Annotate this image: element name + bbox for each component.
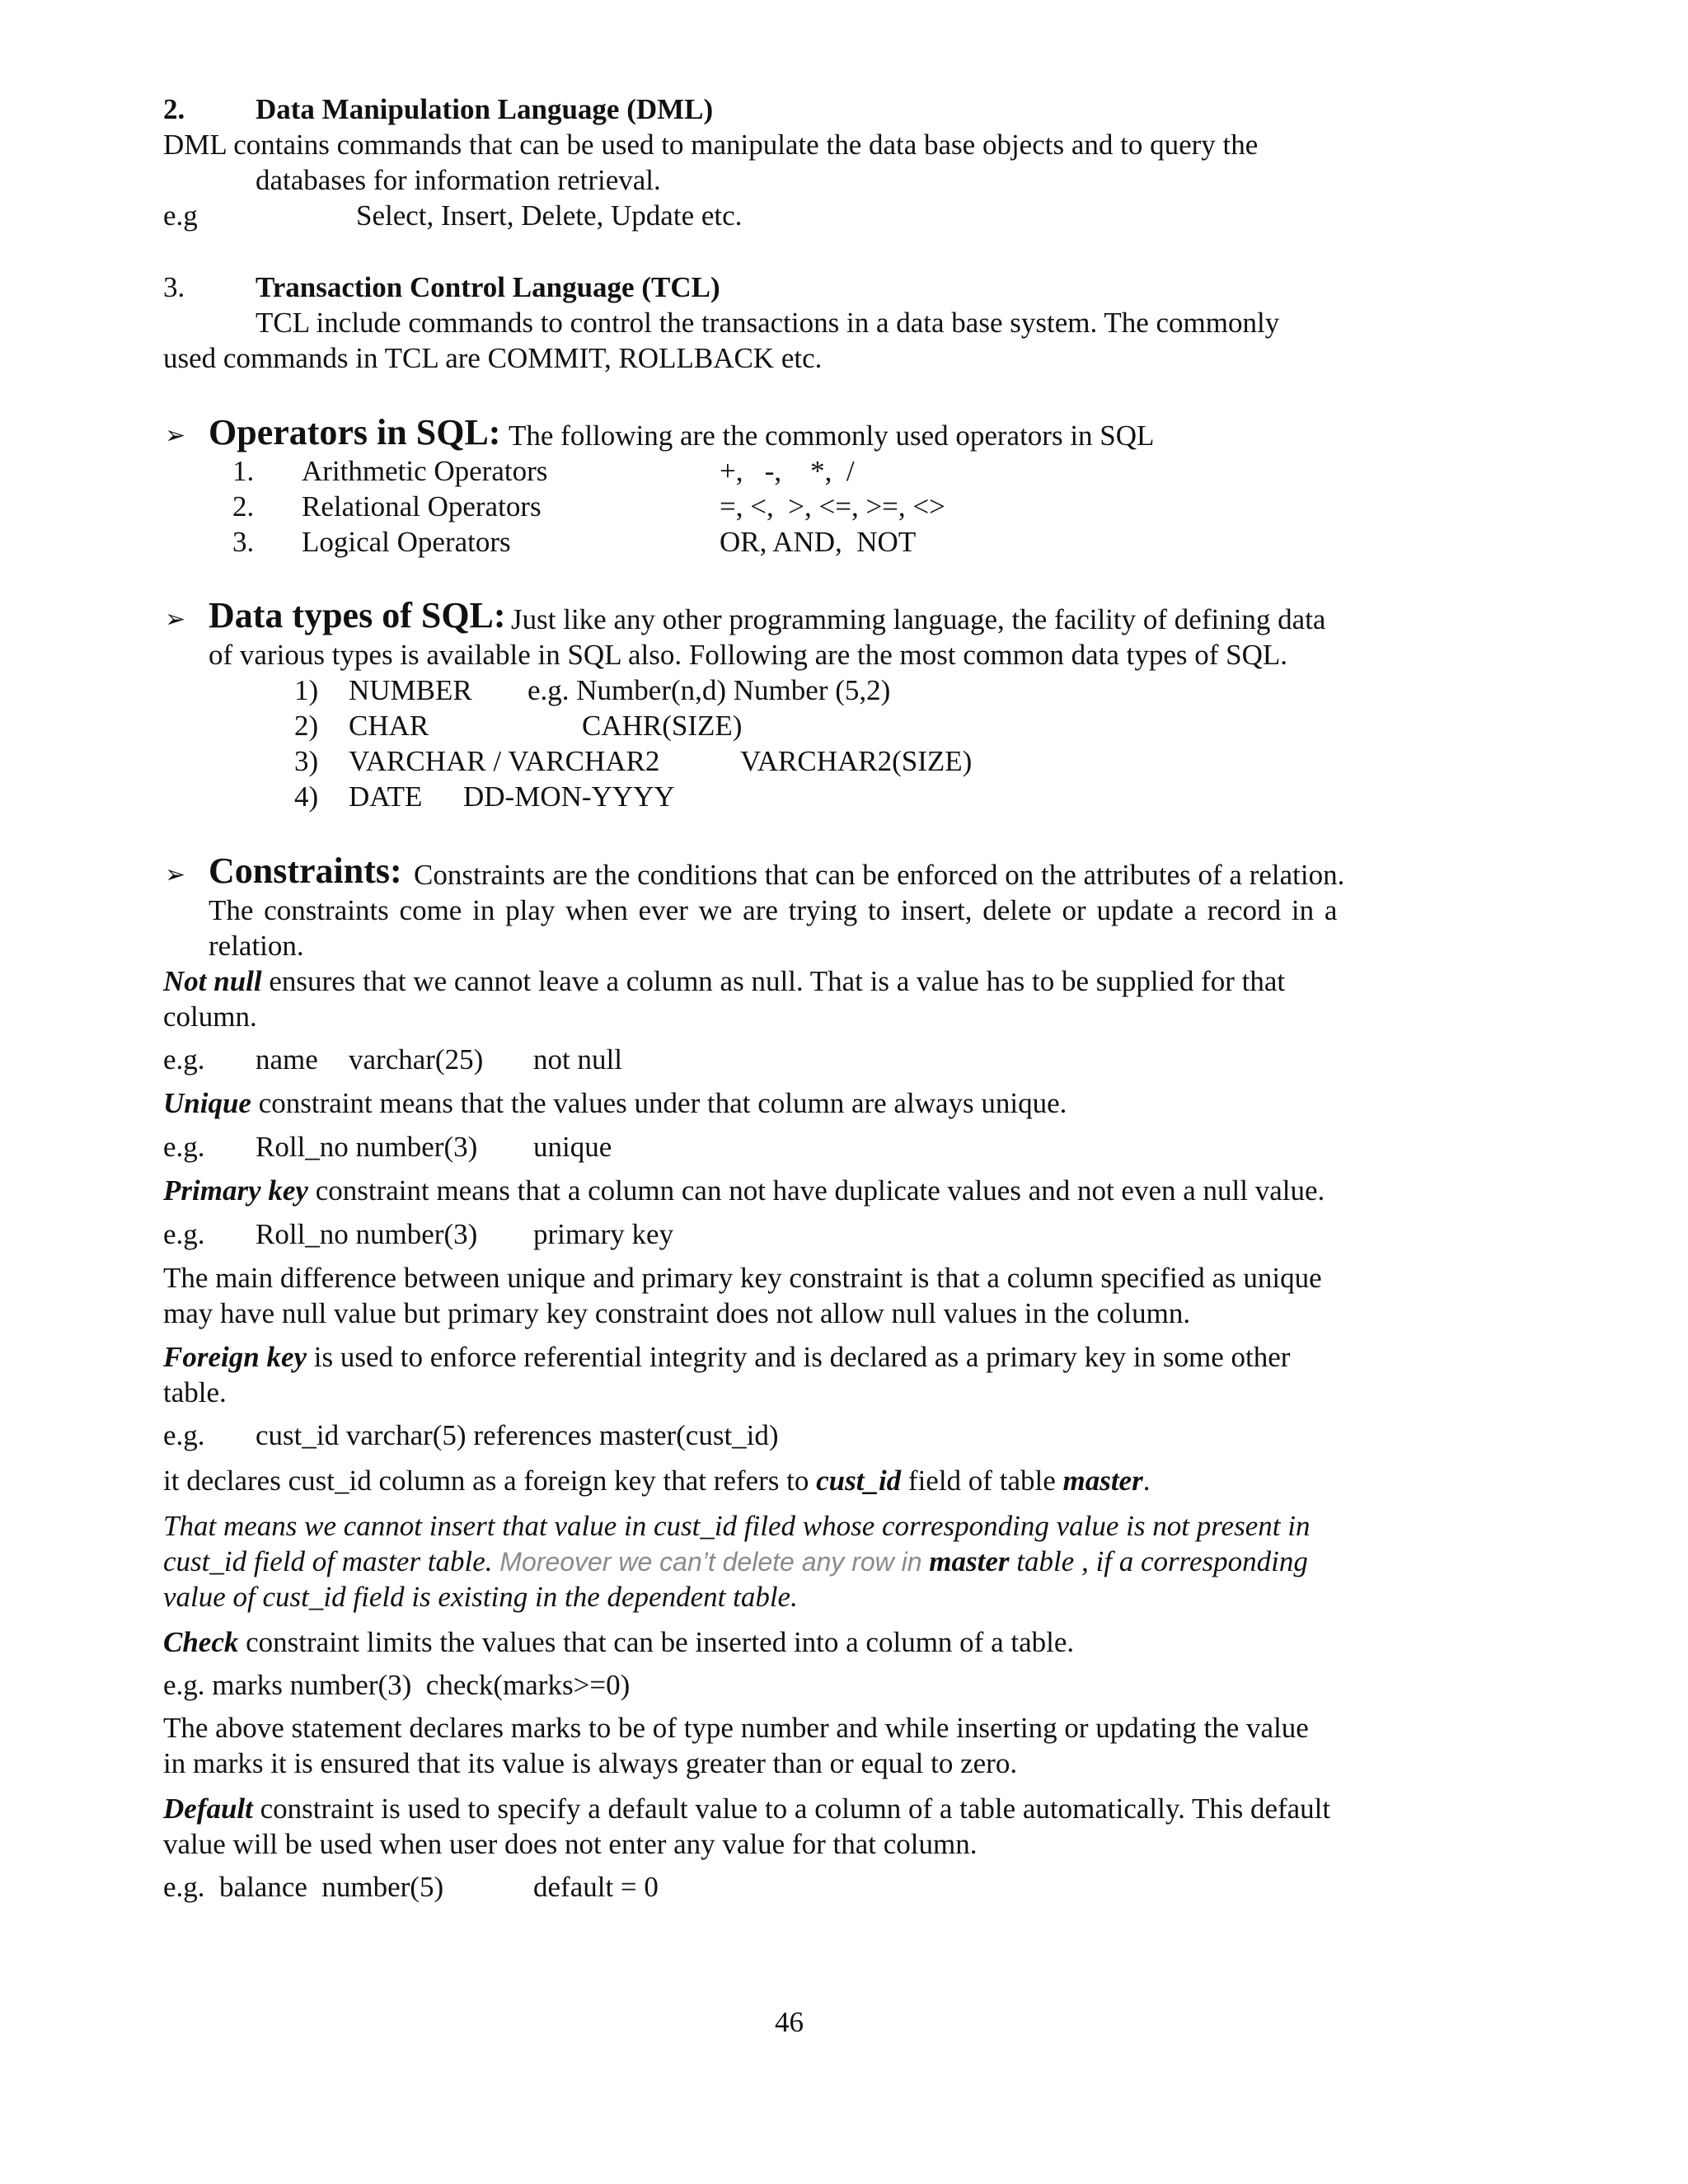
fk-text: is used to enforce referential integrity and is declared as a primary key in some other [313, 1341, 1291, 1373]
check-line2: in marks it is ensured that its value is always greater than or equal to zero. [163, 1747, 1018, 1779]
notnull-eg-column: name [256, 1043, 318, 1076]
dml-text-line1: DML contains commands that can be used to manipulate the data base objects and to query the [163, 129, 1259, 161]
datatype-item-example: e.g. Number(n,d) Number (5,2) [528, 674, 891, 706]
operators-title: Operators in SQL: [209, 412, 501, 452]
fk-declaration [163, 1464, 1150, 1498]
default-text-line2: value will be used when user does not enter any value for that column. [163, 1828, 978, 1860]
notnull-text-line2: column. [163, 1001, 257, 1033]
dml-examples: Select, Insert, Delete, Update etc. [356, 199, 743, 232]
page-number: 46 [775, 2006, 804, 2038]
operator-item-name: Arithmetic Operators [302, 455, 548, 487]
datatype-item-name: DATE [349, 780, 423, 813]
datatypes-title: Data types of SQL: [209, 595, 506, 635]
check-text: constraint limits the values that can be inserted into a column of a table. [246, 1626, 1075, 1658]
difference-line2: may have null value but primary key constraint does not allow null values in the column. [163, 1297, 1191, 1329]
notnull-eg-constraint: not null [533, 1043, 622, 1076]
datatype-item-num: 4) [294, 780, 319, 813]
operator-item-num: 1. [232, 455, 255, 487]
datatype-item-name: CHAR [349, 710, 429, 742]
fk-text-line2: table. [163, 1376, 227, 1408]
default-term: Default [163, 1793, 253, 1825]
operator-item-symbols: +, -, *, / [720, 455, 855, 487]
pk-eg-constraint: primary key [533, 1218, 674, 1250]
operator-item-symbols: =, <, >, <=, >=, <> [720, 490, 945, 523]
default-eg-value: default = 0 [533, 1871, 659, 1903]
tcl-text-line2: used commands in TCL are COMMIT, ROLLBACK etc. [163, 342, 823, 374]
default-eg-statement: e.g. balance number(5) [163, 1871, 444, 1903]
constraints-line3: relation. [209, 930, 304, 962]
operator-item-name: Relational Operators [302, 490, 542, 523]
datatypes-intro: Just like any other programming language, the facility of defining data [511, 603, 1326, 635]
fk-italic-line1: That means we cannot insert that value in cust_id filed whose corresponding value is not present in [163, 1510, 1311, 1542]
default-paragraph [163, 1792, 1330, 1826]
fk-eg-statement: cust_id varchar(5) references master(cust_id) [256, 1419, 779, 1451]
notnull-paragraph [163, 964, 1285, 999]
operator-item-name: Logical Operators [302, 526, 511, 558]
difference-line1: The main difference between unique and primary key constraint is that a column specified as unique [163, 1262, 1322, 1294]
dml-eg-label: e.g [163, 199, 198, 232]
operator-item-symbols: OR, AND, NOT [720, 526, 917, 558]
dml-text-line2: databases for information retrieval. [256, 164, 661, 196]
fk-paragraph [163, 1340, 1290, 1375]
pk-paragraph [163, 1174, 1325, 1208]
tcl-number: 3. [163, 271, 185, 303]
dml-heading: Data Manipulation Language (DML) [256, 93, 714, 125]
constraints-intro: Constraints are the conditions that can be enforced on the attributes of a relation. [414, 859, 1345, 891]
datatypes-line2: of various types is available in SQL also. Following are the most common data types of SQL. [209, 639, 1288, 671]
unique-paragraph [163, 1086, 1067, 1121]
unique-text: constraint means that the values under that column are always unique. [258, 1087, 1067, 1119]
notnull-term: Not null [163, 965, 262, 997]
unique-eg-constraint: unique [533, 1131, 612, 1163]
check-eg: e.g. marks number(3) check(marks>=0) [163, 1669, 631, 1701]
default-text: constraint is used to specify a default value to a column of a table automatically. This default [260, 1793, 1331, 1825]
fk-italic-line2-a: cust_id field of master table. [163, 1545, 493, 1577]
constraints-line2: The constraints come in play when ever we are trying to insert, delete or update a record in a [209, 894, 1338, 926]
constraints-bullet-icon: ➢ [165, 861, 186, 888]
check-line1: The above statement declares marks to be of type number and while inserting or updating the value [163, 1712, 1309, 1744]
datatype-item-example: DD-MON-YYYY [463, 780, 675, 813]
pk-eg-column: Roll_no number(3) [256, 1218, 478, 1250]
datatypes-bullet-icon: ➢ [165, 606, 186, 633]
tcl-heading: Transaction Control Language (TCL) [256, 271, 720, 303]
pk-text: constraint means that a column can not have duplicate values and not even a null value. [315, 1174, 1325, 1207]
datatype-item-example: VARCHAR2(SIZE) [740, 745, 973, 777]
datatype-item-num: 1) [294, 674, 319, 706]
fk-decl-field: cust_id [816, 1465, 902, 1497]
fk-italic-line2-end: table , if a corresponding [1016, 1545, 1308, 1577]
operators-bullet-icon: ➢ [165, 422, 186, 449]
fk-term: Foreign key [163, 1341, 307, 1373]
notnull-eg-label: e.g. [163, 1043, 205, 1076]
notnull-text: ensures that we cannot leave a column as null. That is a value has to be supplied for that [269, 965, 1286, 997]
datatype-item-example: CAHR(SIZE) [582, 710, 743, 742]
pk-eg-label: e.g. [163, 1218, 205, 1250]
dml-number: 2. [163, 93, 185, 125]
fk-decl-end: . [1142, 1465, 1151, 1497]
operator-item-num: 2. [232, 490, 255, 523]
fk-eg-label: e.g. [163, 1419, 205, 1451]
fk-decl-mid: field of table [907, 1465, 1056, 1497]
fk-italic-line2-master: master [929, 1545, 1010, 1577]
unique-eg-label: e.g. [163, 1131, 205, 1163]
check-term: Check [163, 1626, 239, 1658]
fk-decl-pre: it declares cust_id column as a foreign key that refers to [163, 1465, 809, 1497]
fk-italic-line3: value of cust_id field is existing in the dependent table. [163, 1581, 798, 1613]
fk-decl-table: master [1062, 1465, 1143, 1497]
constraints-title: Constraints: [209, 851, 402, 891]
tcl-text-line1: TCL include commands to control the transactions in a data base system. The commonly [256, 307, 1280, 339]
operator-item-num: 3. [232, 526, 255, 558]
datatype-item-name: NUMBER [349, 674, 472, 706]
unique-eg-column: Roll_no number(3) [256, 1131, 478, 1163]
datatype-item-name: VARCHAR / VARCHAR2 [349, 745, 660, 777]
unique-term: Unique [163, 1087, 251, 1119]
operators-intro: The following are the commonly used operators in SQL [509, 419, 1155, 452]
datatype-item-num: 3) [294, 745, 319, 777]
fk-italic-line2-gray: Moreover we can’t delete any row in [499, 1547, 922, 1577]
datatype-item-num: 2) [294, 710, 319, 742]
pk-term: Primary key [163, 1174, 308, 1207]
notnull-eg-type: varchar(25) [349, 1043, 484, 1076]
fk-italic-line2 [163, 1544, 1308, 1579]
check-paragraph [163, 1625, 1074, 1660]
